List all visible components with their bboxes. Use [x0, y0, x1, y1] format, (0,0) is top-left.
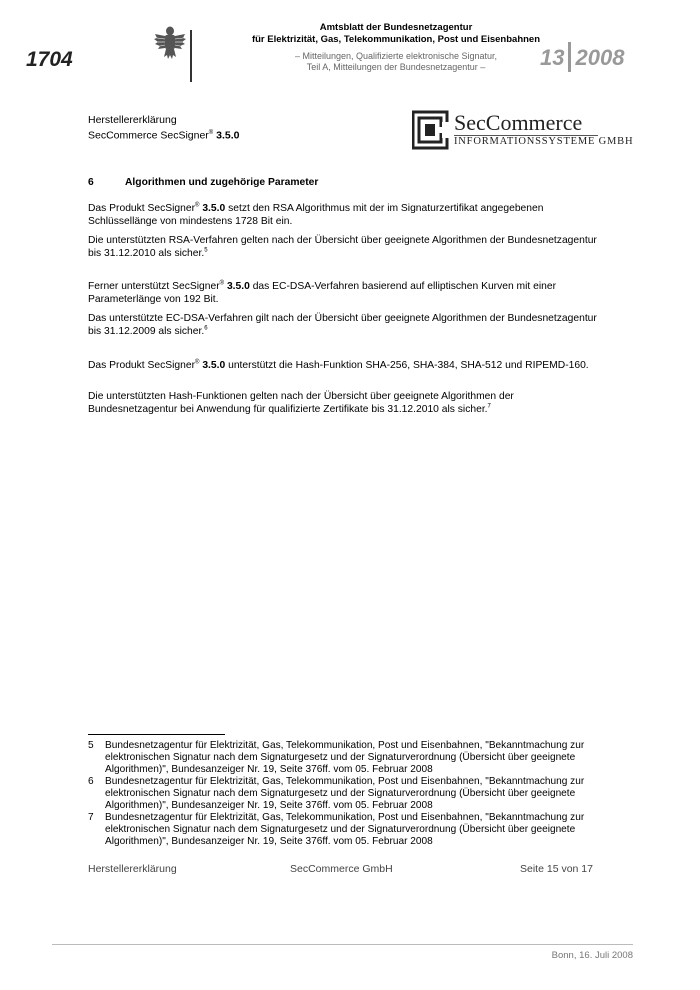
- section-number: 6: [88, 177, 94, 188]
- gazette-title-1: Amtsblatt der Bundesnetzagentur: [319, 22, 473, 33]
- section-title: Algorithmen und zugehörige Parameter: [125, 177, 319, 188]
- paragraph-2: Die unterstützten RSA-Verfahren gelten nach der Übersicht über geeignete Algorithmen der Bundesnetzagentur bis 31.12.2010 als sicher.$^5$: [88, 235, 597, 259]
- footnote-7: 7 Bundesnetzagentur für Elektrizität, Gas, Telekommunikation, Post und Eisenbahnen, "Bekanntmachung zur elektronischen Signatur nach dem Signaturgesetz und der Signaturverordnung (Übersicht über geeignete Algorithmen)", Bundesanzeiger Nr. 19, Seite 376ff. vom 05. Februar 2008: [88, 812, 585, 847]
- logo-subtitle: INFORMATIONSSYSTEME GMBH: [454, 136, 634, 147]
- paragraph-4: Das unterstützte EC-DSA-Verfahren gilt nach der Übersicht über geeignete Algorithmen der Bundesnetzagentur bis 31.12.2009 als sicher.$^6$: [88, 313, 597, 337]
- paragraph-3: Ferner unterstützt SecSigner® 3.5.0 das EC-DSA-Verfahren basierend auf elliptischen Kurven mit einer Parameterlänge von 192 Bit.: [88, 280, 557, 305]
- footnote-rule: [88, 734, 225, 735]
- footnote-6: 6 Bundesnetzagentur für Elektrizität, Gas, Telekommunikation, Post und Eisenbahnen, "Bekanntmachung zur elektronischen Signatur nach dem Signaturgesetz und der Signaturverordnung (Übersicht über geeignete Algorithmen)", Bundesanzeiger Nr. 19, Seite 376ff. vom 05. Februar 2008: [88, 776, 585, 811]
- gazette-subtitle-1: – Mitteilungen, Qualifizierte elektronische Signatur,: [294, 51, 498, 61]
- gazette-title-2: für Elektrizität, Gas, Telekommunikation, Post und Eisenbahnen: [251, 34, 541, 45]
- seccommerce-logo: [412, 110, 634, 150]
- paragraph-1: Das Produkt SecSigner® 3.5.0 setzt den RSA Algorithmus mit der im Signaturzertifikat angegebenen Schlüssellänge von mindestens 1728 Bit ein.: [88, 202, 544, 227]
- footnote-ref-5: 5: [204, 247, 208, 254]
- gazette-subtitle-2: Teil A, Mitteilungen der Bundesnetzagentur –: [306, 62, 486, 72]
- product-name: SecCommerce SecSigner® 3.5.0: [88, 129, 240, 142]
- footer-page: Seite 15 von 17: [520, 863, 593, 875]
- footer-center: SecCommerce GmbH: [290, 863, 393, 875]
- issue-label: [540, 44, 624, 74]
- issue-year: 2008: [575, 44, 625, 70]
- issue-separator: [568, 42, 571, 72]
- footnote-ref-7: 7: [487, 403, 491, 410]
- seccommerce-logo-mark-icon: [412, 110, 450, 150]
- doc-type: Herstellererklärung: [88, 114, 177, 126]
- section-heading: [88, 177, 598, 190]
- document-header: [88, 114, 240, 143]
- paragraph-6: Die unterstützten Hash-Funktionen gelten nach der Übersicht über geeignete Algorithmen der Bundesnetzagentur bei Anwendung für qualifizierte Zertifikate bis 31.12.2010 als sicher.$^7$: [88, 391, 514, 415]
- bottom-rule: [52, 944, 633, 945]
- publication-date: Bonn, 16. Juli 2008: [551, 950, 633, 961]
- logo-name: SecCommerce: [454, 110, 583, 135]
- gazette-page-number: 1704: [26, 48, 73, 71]
- footnote-ref-6: 6: [204, 325, 208, 332]
- footnote-5: 5 Bundesnetzagentur für Elektrizität, Gas, Telekommunikation, Post und Eisenbahnen, "Bekanntmachung zur elektronischen Signatur nach dem Signaturgesetz und der Signaturverordnung (Übersicht über geeignete Algorithmen)", Bundesanzeiger Nr. 19, Seite 376ff. vom 05. Februar 2008: [88, 740, 585, 775]
- gazette-header: [200, 22, 592, 73]
- header-divider: [190, 30, 192, 82]
- footer-left: Herstellererklärung: [88, 863, 177, 875]
- federal-eagle-icon: [153, 22, 187, 62]
- issue-number: 13: [540, 44, 565, 70]
- paragraph-5: Das Produkt SecSigner® 3.5.0 unterstützt die Hash-Funktion SHA-256, SHA-384, SHA-512 und RIPEMD-160.: [88, 359, 589, 371]
